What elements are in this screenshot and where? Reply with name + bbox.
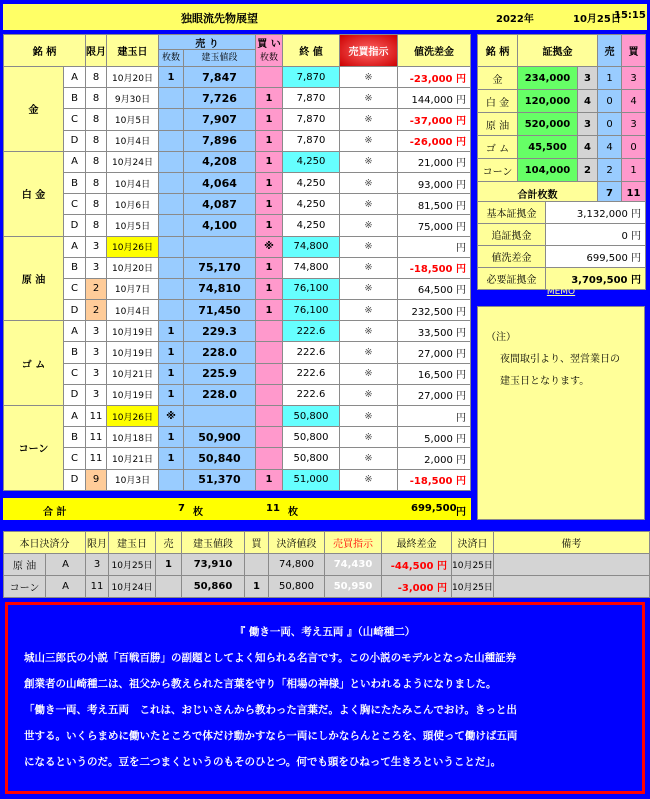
table-row: C 3 10月21日 1 225.9 222.6 ※ 16,500 円 <box>4 363 471 384</box>
brand-name: ゴ ム <box>4 321 64 406</box>
table-row: C 8 10月6日 4,087 1 4,250 ※ 81,500 円 <box>4 194 471 215</box>
page-title: 独眼流先物展望 <box>181 12 258 25</box>
positions-table <box>3 34 471 491</box>
margin-row: 原 油 520,000 3 0 3 <box>478 113 646 136</box>
brand-name: 白 金 <box>4 151 64 236</box>
total-value: 699,500 <box>411 503 457 514</box>
table-row: D 8 10月4日 7,896 1 7,870 ※ -26,000 円 <box>4 130 471 151</box>
settle-row: 原 油 A 3 10月25日 1 73,910 74,800 74,430 -44,500 円 10月25日 <box>4 554 650 576</box>
quote-title: 『 働き一両、考え五両 』（山崎種二） <box>234 626 416 638</box>
memo-link[interactable]: MEMO <box>546 287 576 297</box>
summary-row: 基本証拠金 3,132,000 円 <box>478 202 646 224</box>
table-row: B 3 10月20日 75,170 1 74,800 ※ -18,500 円 <box>4 257 471 278</box>
summary-table <box>477 201 646 290</box>
total-buy: 11 <box>266 503 280 514</box>
total-sell: 7 <box>178 503 185 514</box>
table-row: D 8 10月5日 4,100 1 4,250 ※ 75,000 円 <box>4 215 471 236</box>
date-day: 10月25日 <box>573 14 621 25</box>
table-row: B 8 9月30日 7,726 1 7,870 ※ 144,000 円 <box>4 88 471 109</box>
table-row: C 8 10月5日 7,907 1 7,870 ※ -37,000 円 <box>4 109 471 130</box>
table-row: D 3 10月19日 1 228.0 222.6 ※ 27,000 円 <box>4 384 471 405</box>
brand-name: 原 油 <box>4 236 64 321</box>
table-row: C 2 10月7日 74,810 1 76,100 ※ 64,500 円 <box>4 278 471 299</box>
margin-row: ゴ ム 45,500 4 4 0 <box>478 136 646 159</box>
instruction-button[interactable]: 売買指示 <box>340 35 398 67</box>
table-row: 原 油 A 3 10月26日 ※ 74,800 ※ 円 <box>4 236 471 257</box>
margin-row: 金 234,000 3 1 3 <box>478 67 646 90</box>
date-year: 2022年 <box>496 14 534 25</box>
table-row: B 3 10月19日 1 228.0 222.6 ※ 27,000 円 <box>4 342 471 363</box>
table-row: B 11 10月18日 1 50,900 50,800 ※ 5,000 円 <box>4 427 471 448</box>
memo-note: （注） 夜間取引より、翌営業日の 建玉日となります。 <box>477 306 645 520</box>
table-row: C 11 10月21日 1 50,840 50,800 ※ 2,000 円 <box>4 448 471 469</box>
total-row: 合 計 7 枚 11 枚 699,500 円 <box>3 498 471 520</box>
header-buy: 買 い 枚数 <box>256 35 283 67</box>
time-label: 15:15 <box>614 10 646 21</box>
header-close: 終 値 <box>283 35 340 67</box>
settle-row: コーン A 11 10月24日 50,860 1 50,800 50,950 -3,000 円 10月25日 <box>4 576 650 598</box>
title-bar <box>3 4 647 30</box>
header-brand: 銘 柄 <box>4 35 86 67</box>
table-row: 白 金 A 8 10月24日 4,208 1 4,250 ※ 21,000 円 <box>4 151 471 172</box>
table-row: D 9 10月3日 51,370 1 51,000 ※ -18,500 円 <box>4 469 471 490</box>
margin-row: コーン 104,000 2 2 1 <box>478 159 646 182</box>
table-row: D 2 10月4日 71,450 1 76,100 ※ 232,500 円 <box>4 300 471 321</box>
header-sell: 売 り 枚数 建玉値段 <box>159 35 256 67</box>
margin-table: 銘 柄 証拠金 売 買 金 234,000 3 1 3 白 金 120,000 4 0 4 原 油 520,000 3 0 3 ゴ ム 45,500 4 4 0 コーン 104,000 2 2 1 合計枚数 7 11 <box>477 34 646 205</box>
brand-name: 金 <box>4 67 64 152</box>
margin-row: 白 金 120,000 4 0 4 <box>478 90 646 113</box>
table-row: コーン A 11 10月26日 ※ 50,800 ※ 円 <box>4 406 471 427</box>
count-sell: 7 <box>598 182 622 205</box>
table-row: B 8 10月4日 4,064 1 4,250 ※ 93,000 円 <box>4 172 471 193</box>
summary-row: 必要証拠金 3,709,500 円 <box>478 268 646 290</box>
quote-box: 『 働き一両、考え五両 』（山崎種二） 城山三郎氏の小説「百戦百勝」の副題としてよく知られる名言です。この小説のモデルとなった山種証券 創業者の山崎種二は、祖父から教えられた言葉を守り「相場の神様」といわれるようになりました。 「働き一両、考え五両 これは、おじいさんから教わった言葉だ。よく胸にたたみこんでおけ。きっと出 世する。いくらまめに働いたところで体だけ動かすなら一両にしかならんところを、頭使って働けば五両 になるというのだ。豆を二つまくというのもそのひとつ。何でも頭をひねって生きろということだ」。 <box>5 602 645 794</box>
table-row: 金 A 8 10月20日 1 7,847 7,870 ※ -23,000 円 <box>4 67 471 88</box>
header-build-date: 建玉日 <box>107 35 159 67</box>
summary-row: 追証拠金 0 円 <box>478 224 646 246</box>
header-diff: 値洗差金 <box>398 35 471 67</box>
settlement-table: 本日決済分 限月 建玉日 売 建玉値段 買 決済値段 売買指示 最終差金 決済日 備考 原 油 A 3 10月25日 1 73,910 74,800 74,430 -44,500 円 10月25日 コーン A 11 10月24日 50,860 1 50,800 50,950 -3,000 円 10月25日 <box>3 531 650 598</box>
count-buy: 11 <box>622 182 646 205</box>
summary-row: 値洗差金 699,500 円 <box>478 246 646 268</box>
table-row: ゴ ム A 3 10月19日 1 229.3 222.6 ※ 33,500 円 <box>4 321 471 342</box>
header-month: 限月 <box>86 35 107 67</box>
brand-name: コーン <box>4 406 64 491</box>
